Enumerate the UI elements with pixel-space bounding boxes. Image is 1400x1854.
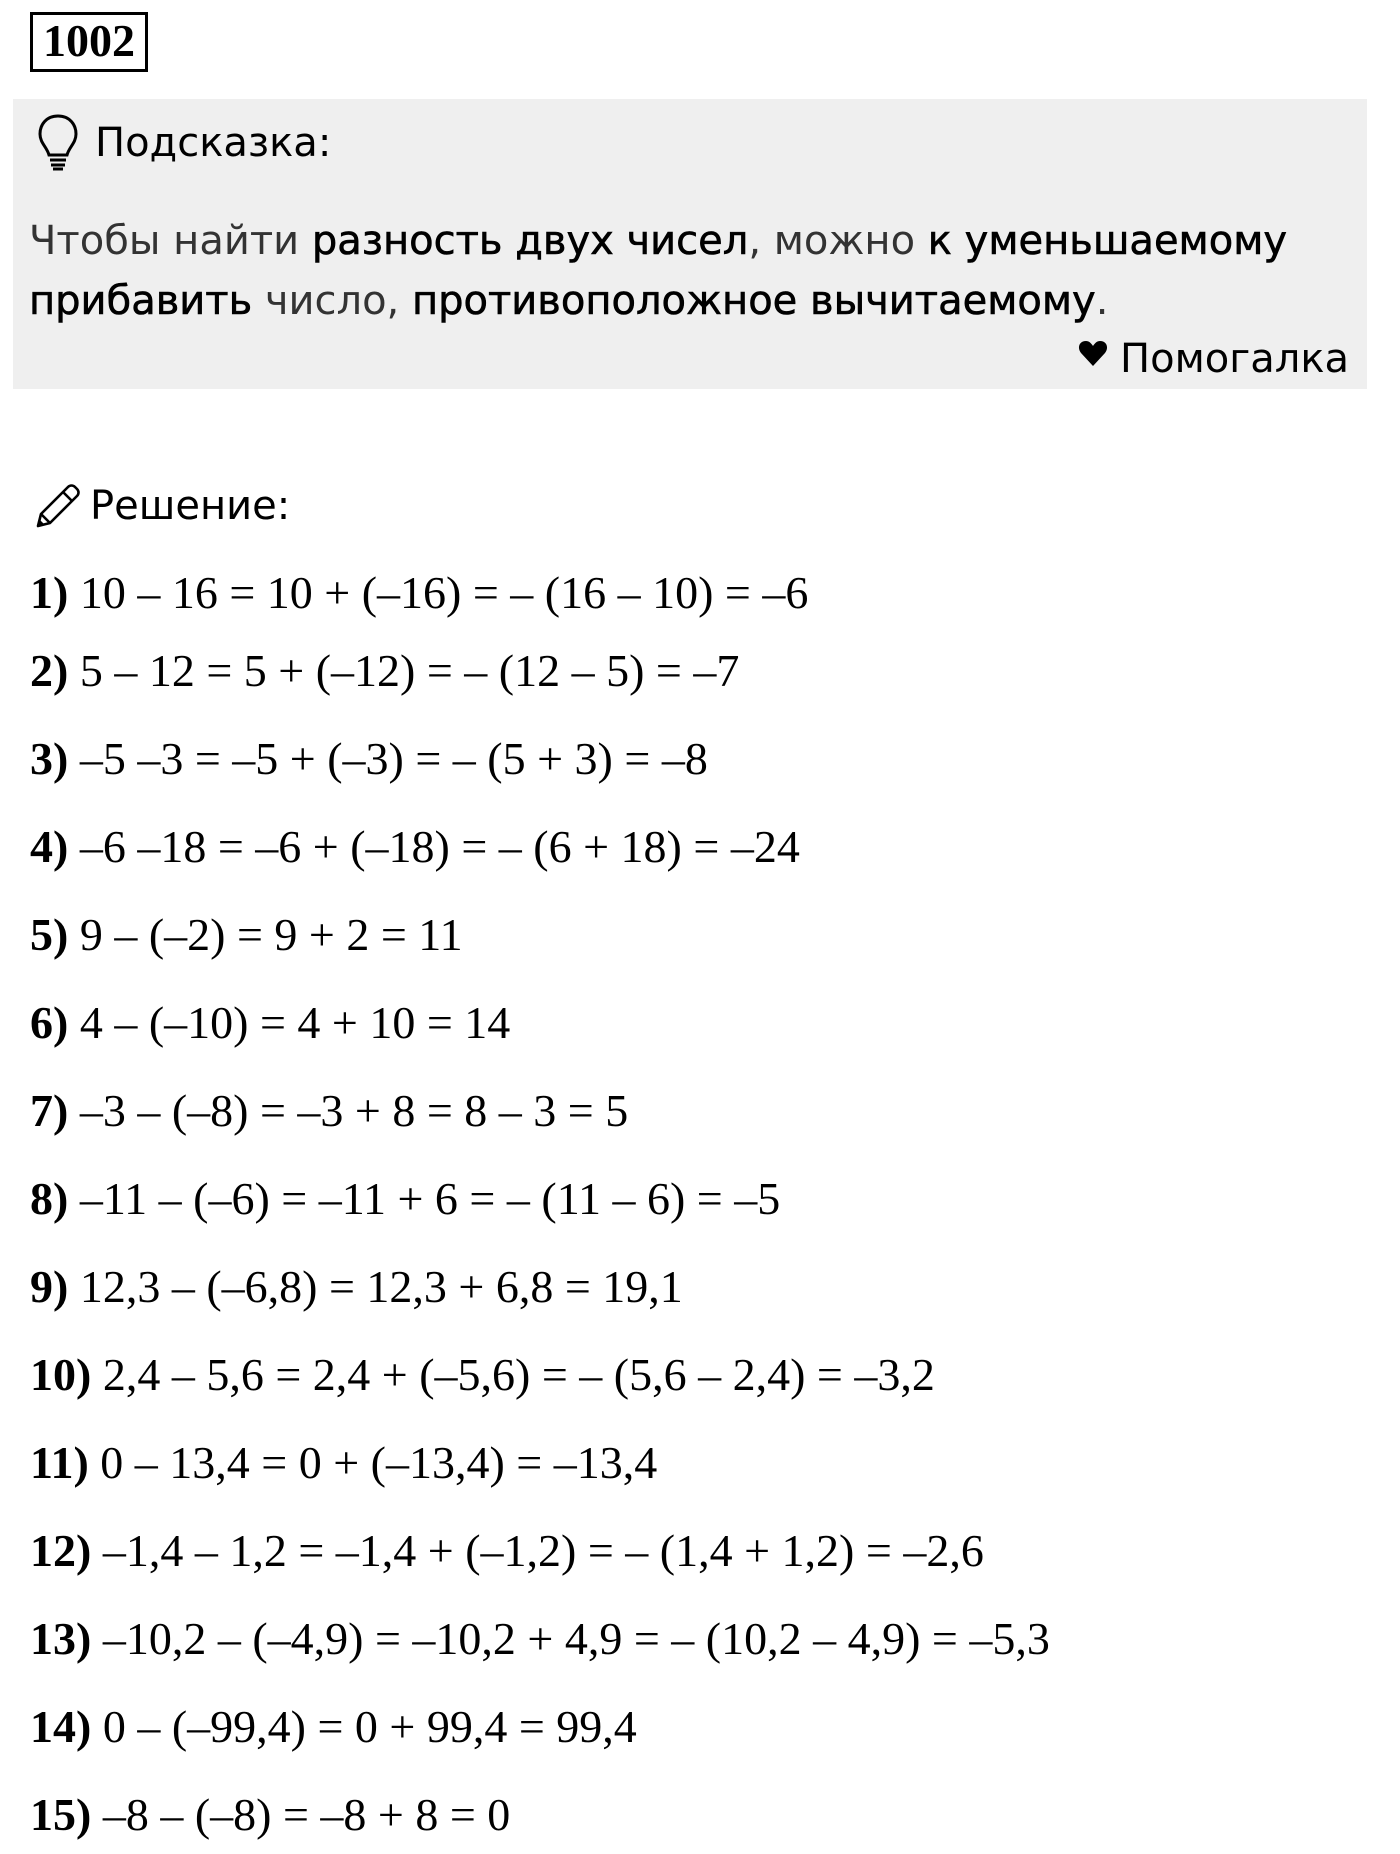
solution-item (30, 1259, 683, 1315)
item-number: 11) (30, 1437, 89, 1488)
hint-text-part: , можно (748, 218, 928, 264)
item-number: 5) (30, 909, 69, 960)
item-expression: 0 – (–99,4) = 0 + 99,4 = 99,4 (102, 1701, 637, 1752)
solution-item (30, 819, 800, 875)
solution-item (30, 1435, 657, 1491)
item-number: 4) (30, 821, 69, 872)
item-expression: 9 – (–2) = 9 + 2 = 11 (79, 909, 463, 960)
item-expression: 0 – 13,4 = 0 + (–13,4) = –13,4 (100, 1437, 658, 1488)
item-number: 3) (30, 733, 69, 784)
item-expression: –10,2 – (–4,9) = –10,2 + 4,9 = – (10,2 – 4,9) = –5,3 (102, 1613, 1050, 1664)
item-number: 9) (30, 1261, 69, 1312)
task-number: 1002 (30, 12, 148, 72)
solution-header (32, 478, 290, 534)
item-expression: –1,4 – 1,2 = –1,4 + (–1,2) = – (1,4 + 1,2) = –2,6 (102, 1525, 984, 1576)
heart-icon (1078, 339, 1108, 367)
solution-item (30, 1699, 637, 1755)
item-number: 12) (30, 1525, 92, 1576)
hint-text-part: Чтобы найти (29, 218, 312, 264)
item-number: 10) (30, 1349, 92, 1400)
item-number: 14) (30, 1701, 92, 1752)
hint-box (13, 99, 1367, 389)
solution-item (30, 1347, 935, 1403)
solution-item (30, 1523, 984, 1579)
solution-item (30, 731, 708, 787)
solution-item (30, 1787, 510, 1843)
lightbulb-icon (37, 113, 79, 173)
item-expression: –11 – (–6) = –11 + 6 = – (11 – 6) = –5 (79, 1173, 781, 1224)
item-number: 8) (30, 1173, 69, 1224)
solution-item (30, 1611, 1050, 1667)
pencil-icon (32, 480, 84, 532)
hint-text-part: к уменьшаемому прибавить (29, 218, 1288, 324)
hint-source (1078, 331, 1349, 387)
solution-item (30, 907, 463, 963)
hint-title: Подсказка: (95, 120, 332, 166)
hint-text-part: противоположное вычитаемому (411, 278, 1096, 324)
item-expression: 12,3 – (–6,8) = 12,3 + 6,8 = 19,1 (79, 1261, 683, 1312)
solution-item (30, 1171, 780, 1227)
solution-item (30, 995, 510, 1051)
item-expression: –8 – (–8) = –8 + 8 = 0 (102, 1789, 511, 1840)
hint-text-part: разность двух чисел (311, 218, 749, 264)
item-expression: 2,4 – 5,6 = 2,4 + (–5,6) = – (5,6 – 2,4) = –3,2 (102, 1349, 935, 1400)
solution-item (30, 565, 808, 621)
solution-title: Решение: (90, 483, 291, 529)
solution-item (30, 643, 739, 699)
item-number: 7) (30, 1085, 69, 1136)
item-number: 13) (30, 1613, 92, 1664)
item-number: 1) (30, 567, 69, 618)
hint-text-part: . (1095, 278, 1109, 324)
item-number: 2) (30, 645, 69, 696)
item-expression: –5 –3 = –5 + (–3) = – (5 + 3) = –8 (79, 733, 708, 784)
hint-text (29, 211, 1359, 331)
item-expression: 4 – (–10) = 4 + 10 = 14 (79, 997, 511, 1048)
hint-text-part: число, (252, 278, 412, 324)
item-number: 15) (30, 1789, 92, 1840)
item-expression: 5 – 12 = 5 + (–12) = – (12 – 5) = –7 (79, 645, 740, 696)
solution-item (30, 1083, 628, 1139)
hint-source-label: Помогалка (1120, 336, 1349, 382)
item-expression: 10 – 16 = 10 + (–16) = – (16 – 10) = –6 (79, 567, 809, 618)
hint-header (37, 113, 331, 173)
item-expression: –3 – (–8) = –3 + 8 = 8 – 3 = 5 (79, 1085, 629, 1136)
item-number: 6) (30, 997, 69, 1048)
item-expression: –6 –18 = –6 + (–18) = – (6 + 18) = –24 (79, 821, 800, 872)
